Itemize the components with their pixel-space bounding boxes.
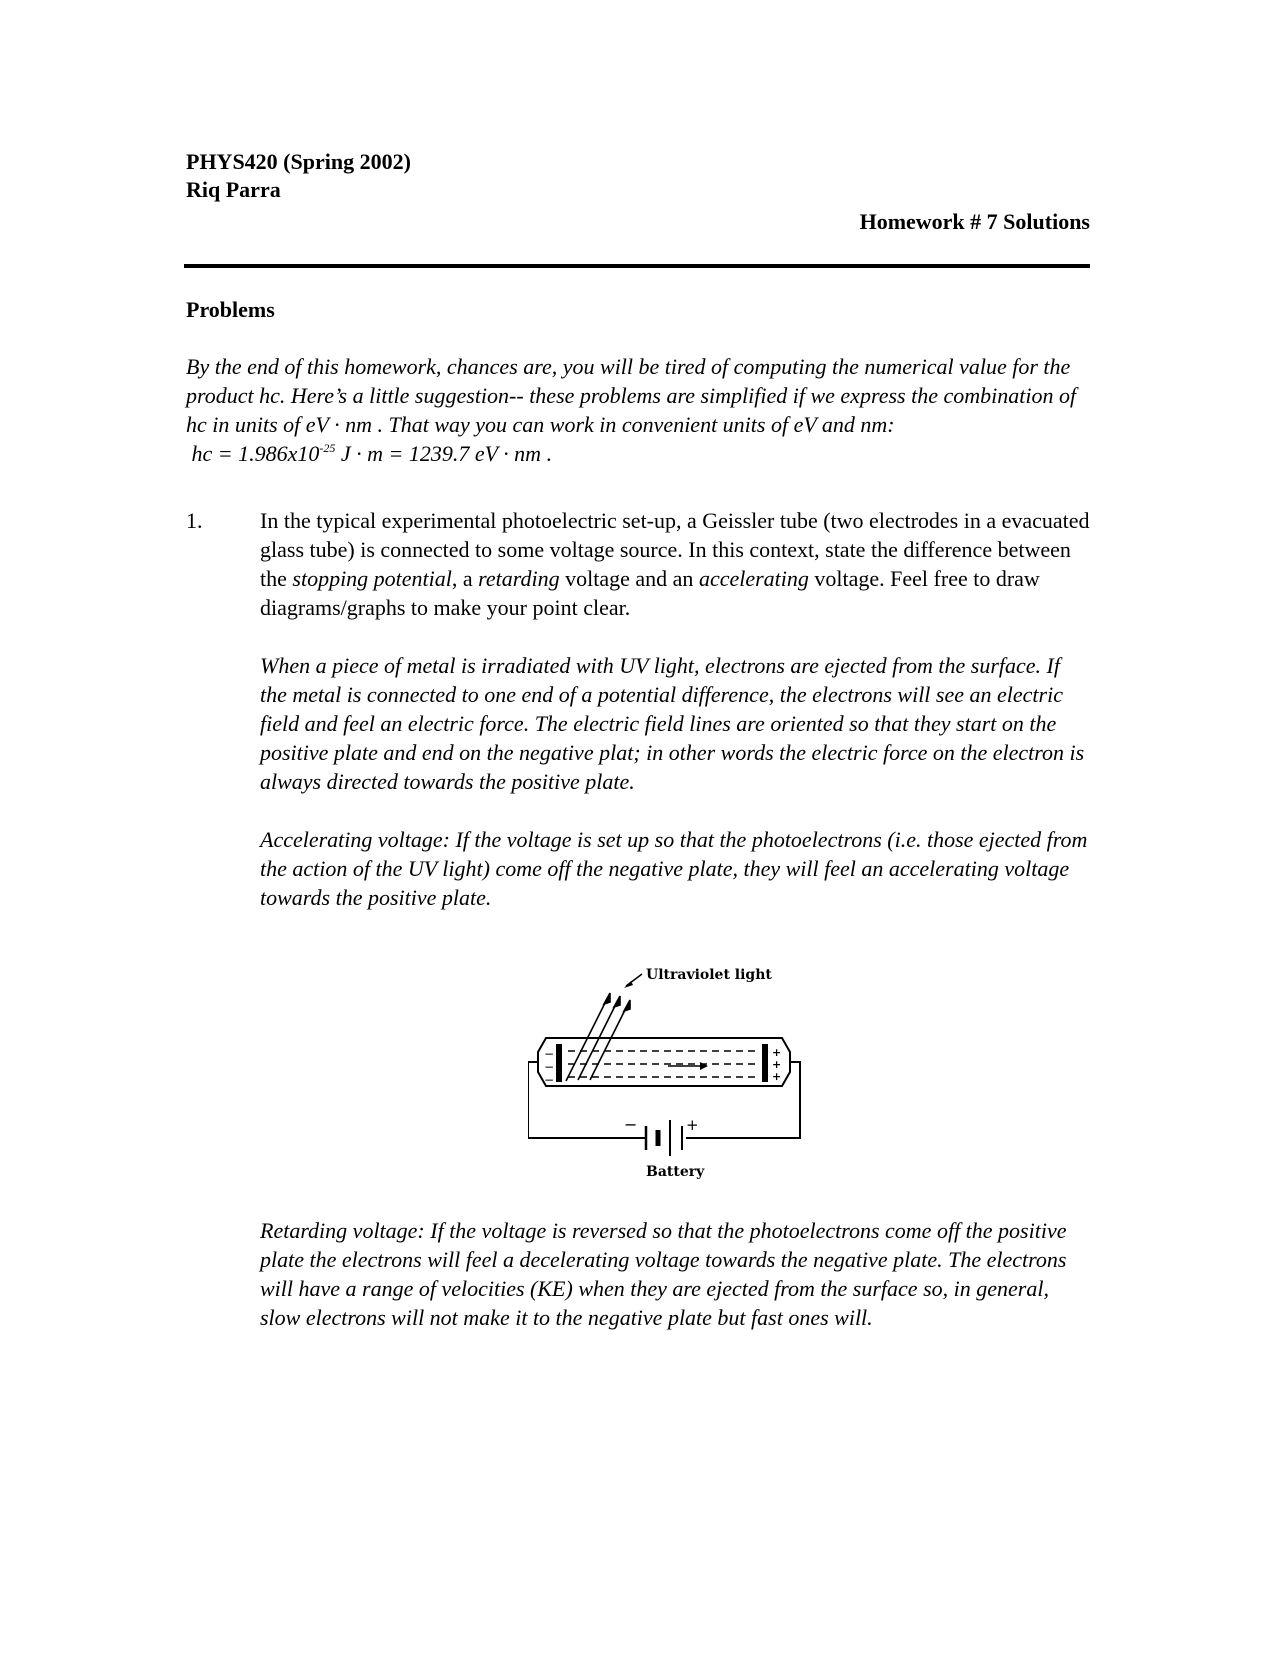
answer-paragraph-1: When a piece of metal is irradiated with UV light, electrons are ejected from the surface. If the metal is connected to one end of a potential difference, the electrons will see an electric field and feel an electric force. The electric field lines are oriented so that they start on the positive plate and end on the negative plat; in other words the electric force on the electron is always directed towards the positive plate. bbox=[260, 653, 1085, 794]
answer-paragraph-accelerating: Accelerating voltage: If the voltage is set up so that the photoelectrons (i.e. those ejected from the action of the UV light) come off the negative plate, they will feel an accelerating voltage towards the positive plate. bbox=[260, 827, 1088, 910]
svg-text:+: + bbox=[772, 1058, 782, 1071]
term-accelerating: accelerating bbox=[698, 566, 809, 591]
electron-paths bbox=[568, 1051, 756, 1077]
photoelectric-apparatus-figure bbox=[528, 960, 818, 1186]
eq-prefix: hc = 1.986x10 bbox=[191, 441, 320, 466]
problem-1 bbox=[260, 506, 1090, 941]
problem-number: 1. bbox=[186, 508, 203, 533]
positive-plate bbox=[762, 1044, 768, 1082]
answer-paragraph-retarding: Retarding voltage: If the voltage is reversed so that the photoelectrons come off the positive plate the electrons will feel a decelerating voltage towards the negative plate. The electrons will have a range of velocities (KE) when they are ejected from the surface so, in general, slow electrons will not make it to the negative plate but fast ones will. bbox=[260, 1218, 1067, 1330]
svg-text:−: − bbox=[544, 1073, 555, 1087]
uv-light-label: Ultraviolet light bbox=[646, 967, 772, 983]
section-heading: Problems bbox=[186, 297, 275, 322]
problem-question: In the typical experimental photoelectric set-up, a Geissler tube (two electrodes in a evacuated glass tube) is connected to some voltage source. In this context, state the difference between the stopping potential, a retarding voltage and an accelerating voltage. Feel free to draw diagrams/graphs to make your point clear. bbox=[260, 508, 1090, 620]
header-divider bbox=[184, 264, 1090, 268]
intro-text: By the end of this homework, chances are, you will be tired of computing the numerical value for the product hc. Here’s a little suggestion-- these problems are simplified if we express the combination of hc in units of eV · nm . That way you can work in convenient units of eV and nm: bbox=[186, 354, 1077, 437]
term-retarding: retarding bbox=[478, 566, 560, 591]
svg-text:+: + bbox=[772, 1046, 782, 1059]
negative-plate bbox=[556, 1044, 562, 1082]
svg-text:−: − bbox=[544, 1060, 555, 1074]
intro-paragraph bbox=[186, 352, 1086, 468]
battery-plus-sign: + bbox=[686, 1116, 699, 1134]
battery-label: Battery bbox=[646, 1164, 705, 1180]
circuit-wire-right bbox=[686, 1062, 800, 1138]
term-stopping-potential: stopping potential bbox=[292, 566, 452, 591]
course-title: PHYS420 (Spring 2002) bbox=[186, 149, 411, 174]
battery-minus-sign: − bbox=[624, 1115, 638, 1134]
apparatus-diagram bbox=[528, 960, 818, 1186]
hc-equation bbox=[186, 441, 552, 466]
author-name: Riq Parra bbox=[186, 177, 281, 202]
svg-text:−: − bbox=[544, 1047, 555, 1061]
battery bbox=[646, 1120, 682, 1156]
homework-title: Homework # 7 Solutions bbox=[859, 209, 1090, 234]
svg-text:+: + bbox=[772, 1070, 782, 1083]
eq-exponent: -25 bbox=[319, 441, 336, 455]
eq-suffix: J · m = 1239.7 eV · nm . bbox=[335, 441, 553, 466]
